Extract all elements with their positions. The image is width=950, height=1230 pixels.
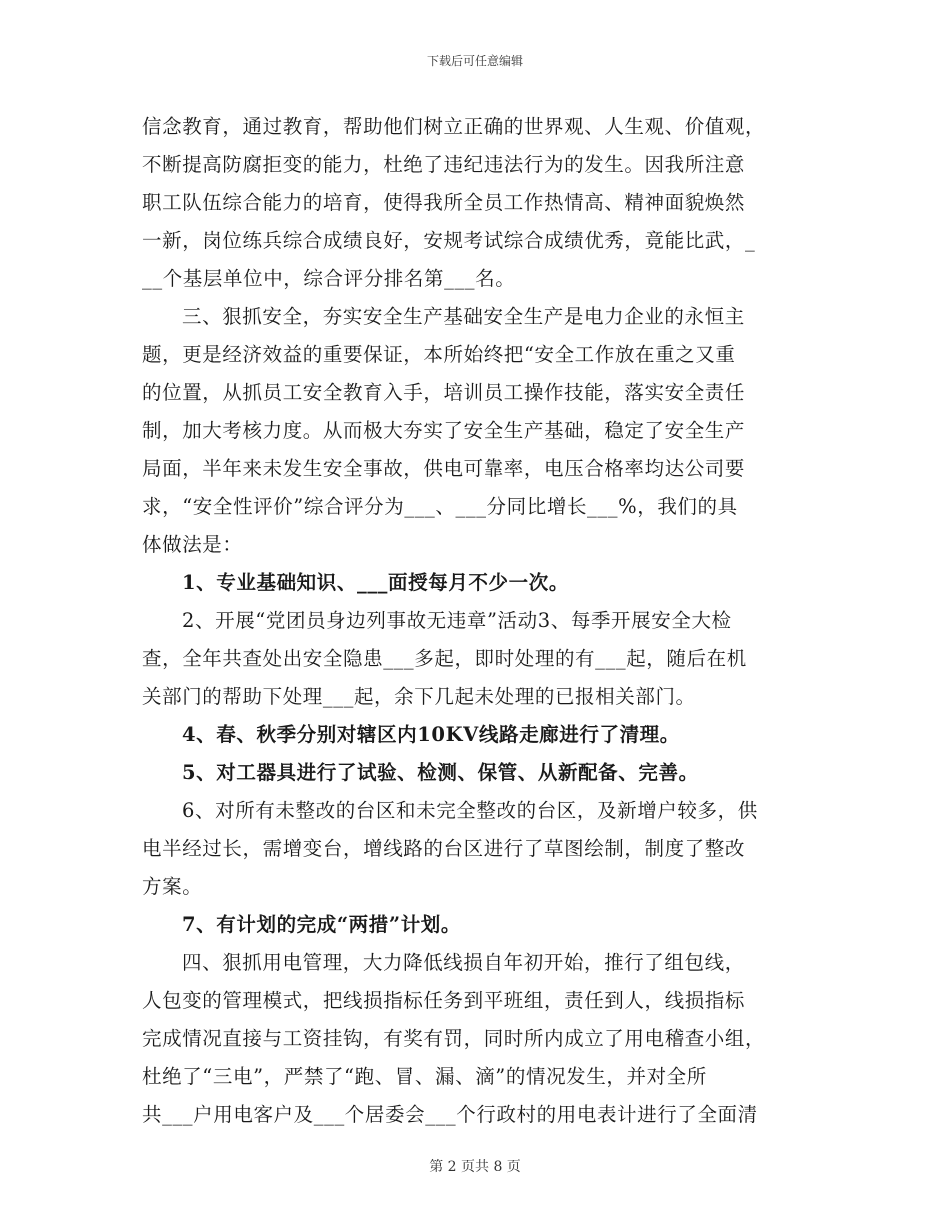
page-footer: 第 2 页共 8 页: [429, 1159, 521, 1175]
text-line: 7、有计划的完成“两措”计划。: [182, 913, 462, 936]
text-line: __个基层单位中，综合评分排名第___名。: [142, 267, 516, 290]
text-line: 求，“安全性评价”综合评分为___、___分同比增长___%，我们的具: [142, 495, 738, 518]
text-line: 查，全年共查处出安全隐患___多起，即时处理的有___起，随后在机: [142, 647, 747, 670]
text-line: 三、狠抓安全，夯实安全生产基础安全生产是电力企业的永恒主: [182, 305, 745, 328]
text-line: 制，加大考核力度。从而极大夯实了安全生产基础，稳定了安全生产: [142, 419, 746, 442]
text-line: 共___户用电客户及___个居委会___个行政村的用电表计进行了全面清: [142, 1103, 758, 1126]
text-line: 职工队伍综合能力的培育，使得我所全员工作热情高、精神面貌焕然: [142, 191, 746, 214]
text-line: 电半经过长，需增变台，增线路的台区进行了草图绘制，制度了整改: [142, 837, 746, 860]
text-line: 不断提高防腐拒变的能力，杜绝了违纪违法行为的发生。因我所注意: [142, 153, 746, 176]
text-line: 局面，半年来未发生安全事故，供电可靠率，电压合格率均达公司要: [142, 457, 746, 480]
text-line: 完成情况直接与工资挂钩，有奖有罚，同时所内成立了用电稽查小组，: [142, 1027, 766, 1050]
text-line: 4、春、秋季分别对辖区内10KV线路走廊进行了清理。: [182, 723, 680, 746]
text-line: 1、专业基础知识、___面授每月不少一次。: [182, 571, 569, 594]
text-line: 杜绝了“三电”，严禁了“跑、冒、漏、滴”的情况发生，并对全所: [142, 1065, 707, 1088]
text-line: 6、对所有未整改的台区和未完全整改的台区，及新增户较多，供: [182, 799, 758, 822]
text-line: 5、对工器具进行了试验、检测、保管、从新配备、完善。: [182, 761, 699, 784]
text-line: 方案。: [142, 875, 203, 898]
text-line: 题，更是经济效益的重要保证，本所始终把“安全工作放在重之又重: [142, 343, 736, 366]
text-line: 的位置，从抓员工安全教育入手，培训员工操作技能，落实安全责任: [142, 381, 746, 404]
text-line: 信念教育，通过教育，帮助他们树立正确的世界观、人生观、价值观，: [142, 115, 766, 138]
document-body: [142, 108, 810, 1134]
page-header: 下载后可任意编辑: [426, 54, 523, 68]
text-line: 体做法是：: [142, 533, 243, 556]
text-line: 一新，岗位练兵综合成绩良好，安规考试综合成绩优秀，竟能比武，_: [142, 229, 756, 252]
text-line: 关部门的帮助下处理___起，余下几起未处理的已报相关部门。: [142, 685, 696, 708]
text-line: 人包变的管理模式，把线损指标任务到平班组，责任到人，线损指标: [142, 989, 746, 1012]
text-line: 四、狠抓用电管理，大力降低线损自年初开始，推行了组包线，: [182, 951, 745, 974]
text-line: 2、开展“党团员身边列事故无违章”活动3、每季开展安全大检: [182, 609, 732, 632]
